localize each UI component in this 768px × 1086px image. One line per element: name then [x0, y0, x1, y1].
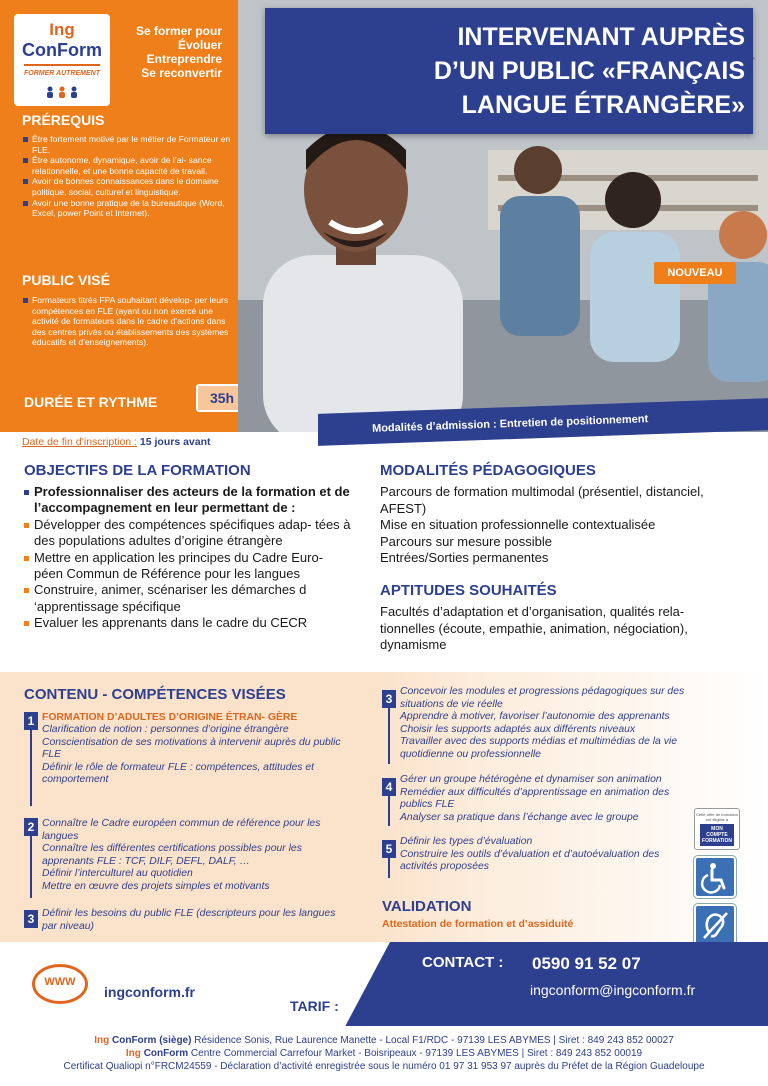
module-bar — [30, 836, 32, 898]
cpf-badge-top: Cette offre de formation est éligible à — [696, 812, 738, 822]
footer-brand: ConForm (siège) — [112, 1035, 192, 1046]
title-line: LANGUE ÉTRANGÈRE» — [461, 91, 745, 119]
date-fin-value: 15 jours avant — [139, 436, 211, 448]
module-5 — [400, 836, 690, 874]
validation-title: VALIDATION — [382, 898, 472, 915]
footer-brand: ConForm — [143, 1048, 189, 1059]
list-item: Mise en situation professionnelle contextualisée — [380, 517, 656, 533]
update-date: Màj 25/03/2026 — [746, 14, 755, 70]
tarif-value: 15€/h — [392, 1006, 428, 1022]
contact-phone[interactable]: 0590 91 52 07 — [532, 954, 641, 973]
logo-conform: ConForm — [22, 40, 102, 60]
module-heading: FORMATION D’ADULTES D’ORIGINE ÉTRAN- GÈRE — [42, 712, 298, 723]
cpf-badge-brand: MON COMPTE FORMATION — [700, 824, 734, 846]
module-3a — [42, 908, 342, 933]
module-bar — [30, 730, 32, 806]
public-list — [22, 295, 232, 348]
module-3b — [400, 686, 716, 762]
slogan-line: Évoluer — [177, 38, 222, 52]
www-badge-text: WWW — [44, 976, 76, 988]
list-item: Mettre en application les principes du Cadre Euro- péen Commun de Référence pour les langues — [24, 550, 354, 583]
list-item: Entrées/Sorties permanentes — [380, 550, 549, 566]
tarif-label: TARIF : — [290, 998, 339, 1014]
module-1 — [42, 712, 342, 787]
list-item: Parcours de formation multimodal (présentiel, distanciel, AFEST) — [380, 484, 704, 516]
title-line: D’UN PUBLIC «FRANÇAIS — [433, 57, 745, 85]
hearing-icon — [694, 904, 736, 946]
module-line: Concevoir les modules et progressions pédagogiques sur des situations de vie réelle — [400, 686, 685, 710]
module-number: 2 — [24, 818, 38, 836]
module-line: Remédier aux difficultés d’apprentissage en animation des publics FLE — [400, 786, 670, 811]
modalites-title: MODALITÉS PÉDAGOGIQUES — [380, 462, 596, 479]
prerequis-title: PRÉREQUIS — [22, 112, 105, 128]
validation-text: Attestation de formation et d’assiduité — [382, 918, 574, 930]
objectifs-title: OBJECTIFS DE LA FORMATION — [24, 462, 251, 479]
list-item: Avoir une bonne pratique de la bureautique (Word, Excel, power Point et Internet). — [22, 198, 232, 219]
slogan-line: Se former pour — [135, 24, 222, 38]
footer-ing: Ing — [94, 1035, 110, 1046]
modalites-list — [380, 484, 750, 567]
duree-label: DURÉE ET RYTHME — [24, 394, 158, 410]
module-bar — [388, 858, 390, 878]
list-item: Avoir de bonnes connaissances dans le domaine politique, social, culturel et linguistique. — [22, 176, 232, 197]
module-number: 3 — [382, 690, 396, 708]
module-line: Apprendre à motiver, favoriser l’autonomie des apprenants — [400, 711, 670, 723]
footer — [0, 1030, 768, 1086]
objectifs-list — [24, 484, 354, 632]
slogan — [118, 24, 222, 80]
aptitudes-title: APTITUDES SOUHAITÉS — [380, 582, 557, 599]
module-line: Connaître les différentes certifications possibles pour les apprenants FLE : TCF, DILF, DEFL, DALF, … — [42, 843, 302, 867]
people-icon — [40, 86, 84, 98]
module-line: Mettre en œuvre des projets simples et motivants — [42, 880, 270, 892]
prerequis-list — [22, 134, 232, 219]
list-item: Être autonome, dynamique, avoir de l’ai- sance relationnelle, et une bonne capacité de travail. — [22, 155, 232, 176]
logo — [14, 14, 110, 106]
aptitudes-text: Facultés d’adaptation et d’organisation, qualités rela- tionnelles (écoute, empathie, animation, négociation), dynamisme — [380, 604, 688, 653]
slogan-line: Se reconvertir — [141, 66, 222, 80]
contact-email[interactable]: ingconform@ingconform.fr — [530, 982, 696, 998]
contact-label: CONTACT : — [422, 954, 504, 971]
footer-address: Résidence Sonis, Rue Laurence Manette - Local F1/RDC - 97139 LES ABYMES | Siret : 849 243 852 00027 — [191, 1035, 674, 1046]
module-line: Choisir les supports adaptés aux différents niveaux — [400, 723, 636, 735]
website-link[interactable]: ingconform.fr — [104, 984, 195, 1000]
module-line: Construire les outils d’évaluation et d’autoévaluation des activités proposées — [400, 848, 660, 873]
module-line: Définir les besoins du public FLE (descripteurs pour les langues par niveau) — [42, 908, 336, 932]
nouveau-badge: NOUVEAU — [654, 262, 736, 284]
admission-text: Modalités d’admission : Entretien de positionnement — [371, 413, 649, 435]
footer-address: Centre Commercial Carrefour Market - Boisripeaux - 97139 LES ABYMES | Siret : 849 243 852 00019 — [188, 1048, 643, 1059]
list-item: Être fortement motivé par le métier de Formateur en FLE. — [22, 134, 232, 155]
module-line: Clarification de notion : personnes d’origine étrangère — [42, 724, 289, 735]
logo-divider — [24, 64, 100, 66]
module-bar — [388, 708, 390, 764]
footer-line-2 — [0, 1047, 768, 1060]
module-line: Analyser sa pratique dans l’échange avec le groupe — [400, 811, 639, 823]
list-item: Evaluer les apprenants dans le cadre du CECR — [24, 615, 354, 631]
date-fin — [22, 436, 211, 448]
list-item: Développer des compétences spécifiques adap- tées à des populations adultes d’origine étrangère — [24, 517, 354, 550]
module-number: 3 — [24, 910, 38, 928]
module-line: Gérer un groupe hétérogène et dynamiser son animation — [400, 774, 662, 785]
list-item: Formateurs titrés FPA souhaitant dévelop- per leurs compétences en FLE (ayant ou non exercé une activité de formateurs dans le cadre d’actions dans des centres privés ou établissements des systèmes éducatifs et d’enseignements). — [22, 295, 232, 348]
footer-line-3: Certificat Qualiopi n°FRCM24559 - Déclaration d’activité enregistrée sous le numéro 01 97 31 953 97 auprès du Préfet de la Région Guadeloupe — [63, 1061, 705, 1072]
contenu-title: CONTENU - COMPÉTENCES VISÉES — [24, 686, 286, 703]
list-item: Professionnaliser des acteurs de la formation et de l’accompagnement en leur permettant de : — [24, 484, 354, 517]
module-line: Définir les types d’évaluation — [400, 836, 533, 847]
footer-line-1 — [0, 1034, 768, 1047]
public-title: PUBLIC VISÉ — [22, 272, 110, 288]
slogan-line: Entreprendre — [146, 52, 222, 66]
list-item: Parcours sur mesure possible — [380, 533, 552, 549]
module-number: 4 — [382, 778, 396, 796]
module-line: Connaître le Cadre européen commun de référence pour les langues — [42, 818, 321, 842]
duree-value: 35h — [196, 384, 248, 412]
module-line: Conscientisation de ses motivations à intervenir auprès du public FLE — [42, 736, 341, 761]
module-bar — [388, 796, 390, 826]
footer-ing: Ing — [125, 1048, 141, 1059]
logo-tagline: FORMER AUTREMENT — [24, 70, 100, 77]
module-number: 5 — [382, 840, 396, 858]
logo-ing: Ing — [49, 20, 75, 39]
module-line: Définir l’interculturel au quotidien — [42, 868, 193, 880]
module-4 — [400, 774, 690, 824]
wheelchair-icon — [694, 856, 736, 898]
page-title — [275, 20, 745, 122]
module-line: Définir le rôle de formateur FLE : compétences, attitudes et comportement — [42, 761, 315, 786]
list-item: Construire, animer, scénariser les démarches d ‘apprentissage spécifique — [24, 582, 354, 615]
title-line: INTERVENANT AUPRÈS — [457, 23, 745, 51]
module-number: 1 — [24, 712, 38, 730]
cpf-badge — [694, 808, 740, 850]
date-fin-label: Date de fin d’inscription : — [22, 436, 137, 448]
module-line: Travailler avec des supports médias et multimédias de la vie quotidienne ou professionnelle — [400, 736, 678, 760]
module-2 — [42, 818, 342, 894]
